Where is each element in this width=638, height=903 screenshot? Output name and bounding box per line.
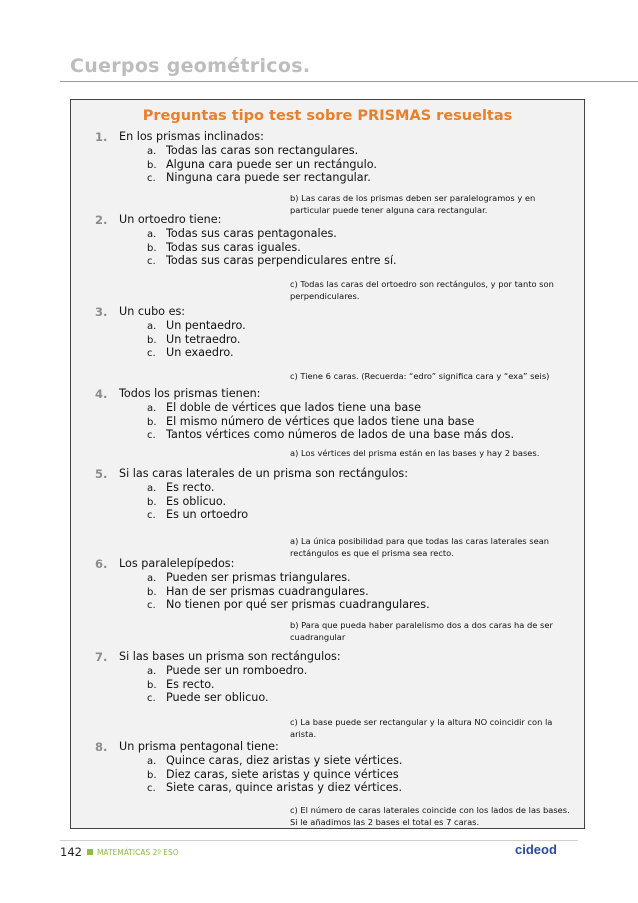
answer-option [147,241,301,254]
page-number: 142 [60,845,82,859]
solution-text: c) Tiene 6 caras. (Recuerda: “edro” significa cara y “exa” seis) [290,371,550,381]
question-text: Un ortoedro tiene: [119,213,222,226]
option-letter: c. [147,600,156,611]
footer-divider [60,840,578,841]
answer-option [147,481,214,494]
option-letter: c. [147,783,156,794]
answer-option [147,691,269,704]
option-text: El doble de vértices que lados tiene una base [166,401,421,414]
option-text: No tienen por qué ser prismas cuadrangulares. [166,598,430,611]
box-title: Preguntas tipo test sobre PRISMAS resueltas [142,108,513,124]
option-letter: c. [147,510,156,521]
option-text: Diez caras, siete aristas y quince vértices [166,767,399,781]
question-number: 1. [95,130,108,144]
question-number: 8. [95,740,108,754]
header-divider [60,81,638,82]
option-letter: a. [147,146,157,157]
answer-option [147,144,358,157]
option-letter: a. [147,483,157,494]
question-number: 4. [95,387,108,401]
option-letter: c. [147,693,156,704]
answer-option [147,571,351,584]
question-number: 5. [95,467,108,481]
option-text: Un tetraedro. [166,332,241,346]
option-text: Es oblicuo. [166,494,227,508]
footer-subject: MATEMÁTICAS 2º ESO [96,847,179,857]
question-text: Un prisma pentagonal tiene: [119,740,279,753]
option-letter: a. [147,229,157,240]
solution-text: b) Para que pueda haber paralelismo dos a dos caras ha de ser cuadrangular [290,620,553,642]
option-letter: a. [147,666,157,677]
option-letter: b. [147,242,157,254]
answer-option [147,227,337,240]
question-number: 2. [95,213,108,227]
option-text: Puede ser un romboedro. [166,664,308,677]
option-letter: a. [147,756,157,767]
page-header-title: Cuerpos geométricos. [70,55,311,77]
question-number: 6. [95,557,108,571]
option-text: Es recto. [166,677,215,691]
answer-option [147,254,397,267]
question-text: Los paralelepípedos: [119,557,235,570]
option-letter: b. [147,334,157,346]
publisher-logo: cideod [515,842,557,857]
option-letter: c. [147,348,156,359]
option-text: Todas sus caras iguales. [166,240,301,254]
answer-option [147,781,402,794]
answer-option [147,664,307,677]
option-letter: b. [147,586,157,598]
option-letter: a. [147,573,157,584]
option-text: Todas sus caras pentagonales. [166,227,337,240]
solution-text: a) La única posibilidad para que todas las caras laterales sean rectángulos es que el prisma sea recto. [290,536,550,558]
option-letter: b. [147,159,157,171]
question-number: 3. [95,305,108,319]
option-text: Quince caras, diez aristas y siete vértices. [166,754,403,767]
solution-text: b) Las caras de los prismas deben ser paralelogramos y en particular puede tener alguna cara rectangular. [290,193,536,215]
answer-option [147,768,399,781]
option-text: Todas sus caras perpendiculares entre sí. [166,254,397,267]
answer-option [147,585,369,598]
footer [60,845,179,859]
answer-option [147,158,377,171]
answer-option [147,171,371,184]
option-letter: c. [147,430,156,441]
option-letter: b. [147,496,157,508]
option-text: Tantos vértices como números de lados de una base más dos. [166,428,515,441]
option-text: El mismo número de vértices que lados tiene una base [166,414,475,428]
green-square-icon [87,849,93,855]
solution-text: c) Todas las caras del ortoedro son rectángulos, y por tanto son perpendiculares. [290,279,554,301]
question-text: Todos los prismas tienen: [119,387,261,400]
answer-option [147,428,514,441]
option-text: Han de ser prismas cuadrangulares. [166,584,369,598]
option-text: Puede ser oblicuo. [166,691,269,704]
option-letter: c. [147,256,156,267]
solution-text: c) El número de caras laterales coincide con los lados de las bases. Si le añadimos las 2 bases el total es 7 caras. [290,805,570,827]
question-text: Si las caras laterales de un prisma son rectángulos: [119,467,409,480]
answer-option [147,415,474,428]
answer-option [147,346,234,359]
question-text: Si las bases un prisma son rectángulos: [119,650,341,663]
option-letter: b. [147,769,157,781]
questions-box [70,99,585,829]
option-letter: a. [147,321,157,332]
option-text: Ninguna cara puede ser rectangular. [166,171,371,184]
option-text: Siete caras, quince aristas y diez vértices. [166,781,403,794]
question-text: En los prismas inclinados: [119,130,264,143]
option-letter: c. [147,173,156,184]
question-number: 7. [95,650,108,664]
option-text: Un pentaedro. [166,319,246,332]
option-text: Un exaedro. [166,346,234,359]
option-letter: a. [147,403,157,414]
option-text: Alguna cara puede ser un rectángulo. [166,157,377,171]
option-letter: b. [147,416,157,428]
option-text: Es un ortoedro [166,508,249,521]
solution-text: a) Los vértices del prisma están en las bases y hay 2 bases. [290,448,540,458]
answer-option [147,319,246,332]
question-text: Un cubo es: [119,305,186,318]
answer-option [147,598,430,611]
option-text: Todas las caras son rectangulares. [166,144,359,157]
answer-option [147,508,248,521]
option-text: Pueden ser prismas triangulares. [166,571,351,584]
answer-option [147,401,421,414]
option-letter: b. [147,679,157,691]
option-text: Es recto. [166,481,215,494]
answer-option [147,333,241,346]
answer-option [147,754,402,767]
solution-text: c) La base puede ser rectangular y la altura NO coincidir con la arista. [290,717,553,739]
answer-option [147,495,226,508]
answer-option [147,678,214,691]
